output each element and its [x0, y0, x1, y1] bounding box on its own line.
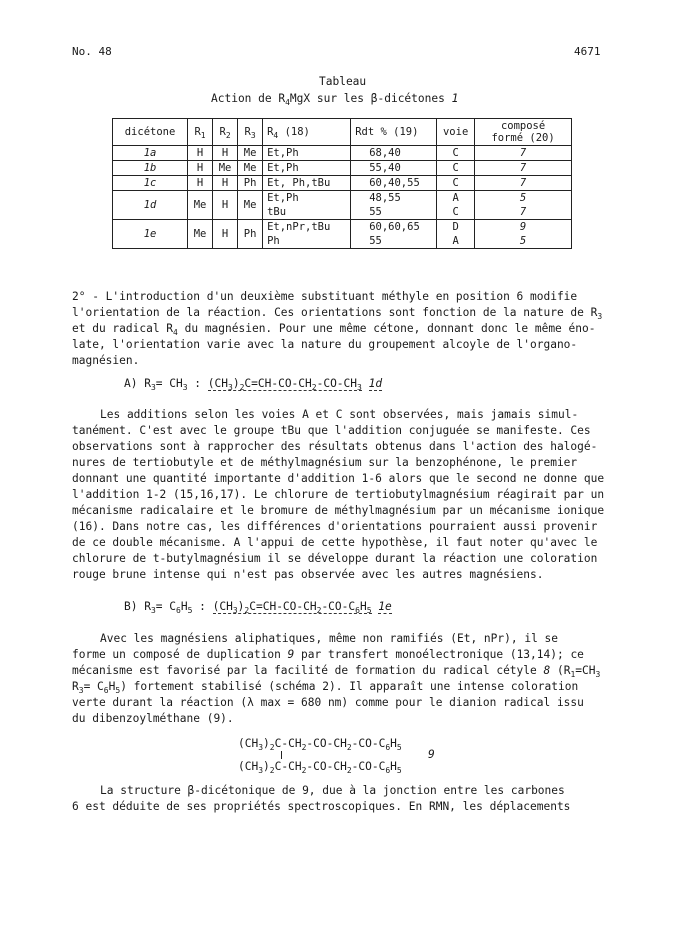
col-dicetone: dicétone [113, 119, 188, 146]
section-b-heading: B) $R_3= C_6H_5$ : $(CH_3)_2C=CH-CO-CH_2-CO-C_6H_5$ 1e [124, 600, 392, 615]
cell-r1: H [188, 176, 213, 191]
cell-rdt: 60,40,55 [351, 176, 437, 191]
cell-r3: Me [238, 161, 263, 176]
cell-r4: Et,Ph [263, 146, 351, 161]
cell-voie: C [437, 146, 475, 161]
paragraph-line: et du radical $R_4$ du magnésien. Pour une même cétone, donnant donc le même éno- [72, 322, 596, 337]
table-subtitle: Action de $R_4MgX$ sur les β-dicétones 1 [211, 92, 459, 107]
cell-dicetone: 1a [113, 146, 188, 161]
journal-issue: No. 48 [72, 45, 112, 58]
cell-dicetone: 1c [113, 176, 188, 191]
table-row [113, 176, 572, 191]
paragraph-line: mécanisme est favorisé par la facilité de formation du radical cétyle 8 ($R_1=CH_3$ [72, 664, 601, 679]
paragraph-line: tanément. C'est avec le groupe tBu que l'addition conjuguée se manifeste. Ces [72, 424, 591, 437]
cell-r4: Et,Ph [263, 161, 351, 176]
cell-r1: Me [188, 191, 213, 220]
cell-r1: Me [188, 220, 213, 249]
cell-dicetone: 1d [113, 191, 188, 220]
cell-rdt: 55 [351, 205, 437, 220]
paragraph-line: l'orientation de la réaction. Ces orientations sont fonction de la nature de $R_3$ [72, 306, 603, 321]
paragraph-line: verte durant la réaction (λ max = 680 nm) comme pour le dianion radical issu [72, 696, 584, 709]
cell-voie: D [437, 220, 475, 235]
paragraph-line: forme un composé de duplication 9 par transfert monoélectronique (13,14); ce [72, 648, 584, 661]
cell-r2: H [213, 176, 238, 191]
paragraph-line: du dibenzoylméthane (9). [72, 712, 234, 725]
paragraph-line: magnésien. [72, 354, 140, 367]
cell-voie: C [437, 176, 475, 191]
cell-rdt: 68,40 [351, 146, 437, 161]
paragraph-line: Les additions selon les voies A et C sont observées, mais jamais simul- [100, 408, 579, 421]
cell-r4: Et,nPr,tBu [263, 220, 351, 235]
cell-voie: C [437, 205, 475, 220]
cell-compose: 5 [475, 234, 572, 249]
table-row [113, 220, 572, 235]
cell-r3: Ph [238, 176, 263, 191]
cell-r1: H [188, 146, 213, 161]
results-table [112, 118, 572, 249]
col-r4: $R_4$ (18) [263, 119, 351, 146]
cell-dicetone: 1b [113, 161, 188, 176]
paragraph-line: Avec les magnésiens aliphatiques, même non ramifiés (Et, nPr), il se [100, 632, 559, 645]
cell-r3: Ph [238, 220, 263, 249]
paragraph-line: mécanisme radicalaire et le bromure de méthylmagnésium par un mécanisme ionique [72, 504, 605, 517]
cell-dicetone: 1e [113, 220, 188, 249]
paragraph-line: donnant une quantité importante d'addition 1-6 alors que le second ne donne que [72, 472, 605, 485]
cell-rdt: 60,60,65 [351, 220, 437, 235]
cell-voie: A [437, 191, 475, 206]
cell-compose: 5 [475, 191, 572, 206]
cell-r2: H [213, 146, 238, 161]
cell-r4: tBu [263, 205, 351, 220]
paragraph-line: La structure β-dicétonique de 9, due à la jonction entre les carbones [100, 784, 565, 797]
cell-voie: C [437, 161, 475, 176]
table-header-row [113, 119, 572, 146]
formula-9-label: 9 [428, 748, 435, 761]
table-title: Tableau [319, 75, 367, 88]
table-row [113, 191, 572, 206]
cell-r1: H [188, 161, 213, 176]
paragraph-line: rouge brune intense qui n'est pas observée avec les autres magnésiens. [72, 568, 544, 581]
cell-r4: Et,Ph [263, 191, 351, 206]
col-rdt: Rdt % (19) [351, 119, 437, 146]
paragraph-line: l'addition 1-2 (15,16,17). Le chlorure de tertiobutylmagnésium réagirait par un [72, 488, 605, 501]
cell-rdt: 55 [351, 234, 437, 249]
cell-compose: 9 [475, 220, 572, 235]
cell-compose: 7 [475, 205, 572, 220]
paragraph-line: 2° - L'introduction d'un deuxième substituant méthyle en position 6 modifie [72, 290, 578, 303]
page-number: 4671 [574, 45, 601, 58]
paragraph-line: observations sont à rapprocher des résultats obtenus dans l'action des halogé- [72, 440, 598, 453]
cell-r3: Me [238, 146, 263, 161]
paragraph-line: chlorure de t-butylmagnésium il se développe durant la réaction une coloration [72, 552, 598, 565]
formula-bond [281, 751, 282, 759]
cell-r4: Ph [263, 234, 351, 249]
cell-r2: Me [213, 161, 238, 176]
table-row [113, 146, 572, 161]
col-r1: $R_1$ [188, 119, 213, 146]
cell-compose: 7 [475, 161, 572, 176]
table-row [113, 161, 572, 176]
cell-r2: H [213, 220, 238, 249]
col-r2: $R_2$ [213, 119, 238, 146]
cell-r3: Me [238, 191, 263, 220]
paragraph-line: 6 est déduite de ses propriétés spectroscopiques. En RMN, les déplacements [72, 800, 571, 813]
paragraph-line: de ce double mécanisme. A l'appui de cette hypothèse, il faut noter qu'avec le [72, 536, 598, 549]
cell-voie: A [437, 234, 475, 249]
cell-r2: H [213, 191, 238, 220]
cell-r4: Et, Ph,tBu [263, 176, 351, 191]
cell-rdt: 55,40 [351, 161, 437, 176]
formula-9-line-2: $(CH_3)_2C-CH_2-CO-CH_2-CO-C_6H_5$ [238, 760, 402, 775]
col-compose: composé formé (20) [475, 119, 572, 146]
section-a-heading: A) $R_3= CH_3$ : $(CH_3)_2C=CH-CO-CH_2-CO-CH_3$ 1d [124, 377, 383, 392]
paragraph-line: (16). Dans notre cas, les différences d'orientations pourraient aussi provenir [72, 520, 598, 533]
cell-compose: 7 [475, 146, 572, 161]
paragraph-line: $R_3= C_6H_5$) fortement stabilisé (schéma 2). Il apparaît une intense coloration [72, 680, 579, 695]
cell-compose: 7 [475, 176, 572, 191]
paragraph-line: late, l'orientation varie avec la nature du groupement alcoyle de l'organo- [72, 338, 578, 351]
paragraph-line: nures de tertiobutyle et de méthylmagnésium sur la benzophénone, le premier [72, 456, 578, 469]
col-r3: $R_3$ [238, 119, 263, 146]
formula-9-line-1: $(CH_3)_2C-CH_2-CO-CH_2-CO-C_6H_5$ [238, 737, 402, 752]
cell-rdt: 48,55 [351, 191, 437, 206]
col-voie: voie [437, 119, 475, 146]
